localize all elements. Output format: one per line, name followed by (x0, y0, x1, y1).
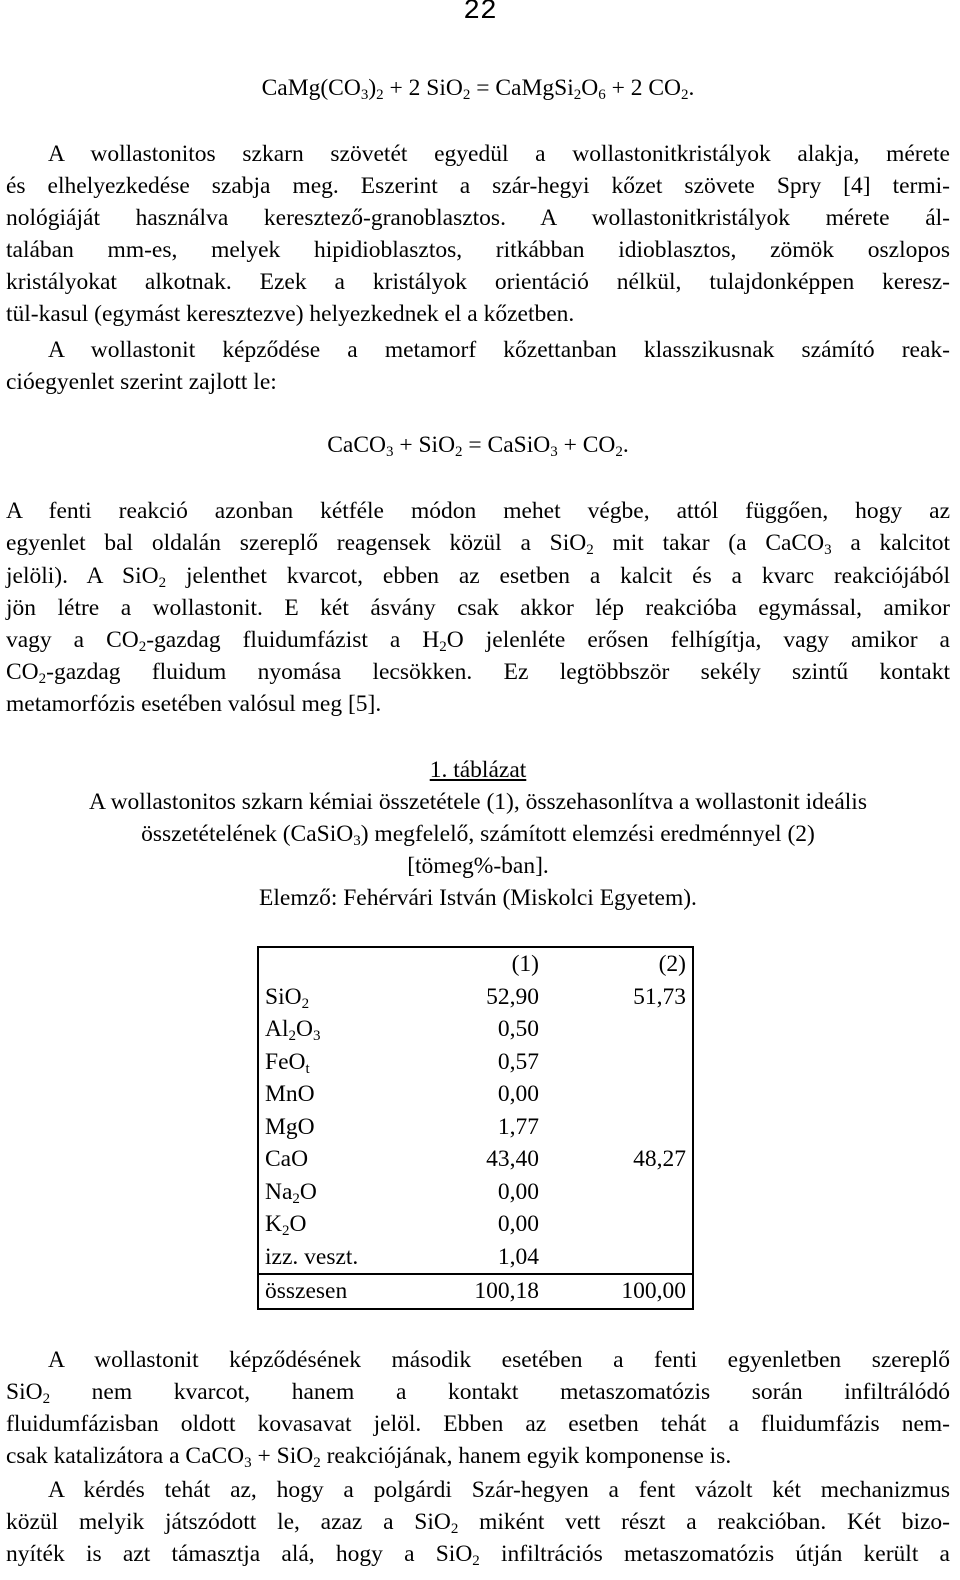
header-cell: (1) (511, 951, 539, 977)
value-cell: 0,00 (497, 1081, 539, 1107)
value-cell: 0,57 (497, 1048, 539, 1075)
value-cell (545, 1241, 693, 1275)
table-header-row (258, 947, 693, 981)
table-row (258, 1013, 693, 1046)
text-line: vagy a $CO_2$-gazdag fluidumfázist a $H_2O$ jelenléte erősen felhígítja, vagy amikor a (6, 627, 950, 655)
value-cell (545, 1176, 693, 1209)
caption-line: összetételének (CaSiO$_3$) megfelelő, számított elemzési eredménnyel (2) (141, 821, 815, 849)
oxide-cell: SiO$_2$ (265, 983, 310, 1012)
table-row (258, 1046, 693, 1079)
caption-line: A wollastonitos szkarn kémiai összetétele (1), összehasonlítva a wollastonit ideális (89, 789, 867, 815)
text-line: cióegyenlet szerint zajlott le: (6, 369, 277, 395)
text-line: A fenti reakció azonban kétféle módon mehet végbe, attól függően, hogy az (6, 498, 950, 524)
oxide-cell: $Al_2O_3$ (265, 1016, 321, 1044)
text-line: metamorfózis esetében valósul meg [5]. (6, 691, 382, 717)
table-title: 1. táblázat (429, 757, 527, 783)
value-cell: 43,40 (486, 1146, 539, 1172)
equation-2: CaCO$_3$ + SiO$_2$ = CaSiO$_3$ + $CO_2$. (327, 432, 629, 460)
total-value-cell: 100,00 (545, 1274, 693, 1309)
text-line: és elhelyezkedése szabja meg. Eszerint a szár-hegyi kőzet szövete Spry [4] termi- (6, 173, 950, 199)
text-line: A wollastonit képződése a metamorf kőzettanban klasszikusnak számító reak- (48, 337, 950, 363)
text-line: jön létre a wollastonit. E két ásvány csak akkor lép reakcióba egymással, amikor (6, 595, 950, 621)
value-cell: 52,90 (486, 983, 539, 1010)
text-line: közül melyik játszódott le, azaz a SiO$_2$ miként vett részt a reakcióban. Két bizo- (6, 1509, 951, 1537)
total-value-cell: 100,18 (418, 1274, 545, 1309)
value-cell: 0,00 (497, 1211, 539, 1237)
value-cell: 48,27 (633, 1146, 686, 1172)
value-cell: 1,04 (497, 1243, 539, 1270)
header-cell: (2) (658, 951, 686, 977)
value-cell (545, 1111, 693, 1144)
oxide-cell: CaO (265, 1146, 309, 1172)
value-cell (545, 1078, 693, 1111)
oxide-cell: $K_2O$ (265, 1211, 307, 1239)
value-cell (545, 1013, 693, 1046)
composition-table (257, 946, 694, 1310)
table-row (258, 1078, 693, 1111)
text-line: kristályokat alkotnak. Ezek a kristályok orientáció nélkül, tulajdonképpen keresz- (6, 269, 950, 295)
oxide-cell: MgO (265, 1113, 315, 1140)
text-line: SiO$_2$ nem kvarcot, hanem a kontakt metaszomatózis során infiltrálódó (6, 1379, 950, 1407)
value-cell: 51,73 (633, 983, 686, 1010)
text-line: csak katalizátora a CaCO$_3$ + SiO$_2$ reakciójának, hanem egyik komponense is. (6, 1443, 732, 1471)
table-row (258, 1208, 693, 1241)
text-line: talában mm-es, melyek hipidioblasztos, ritkábban idioblasztos, zömök oszlopos (6, 237, 950, 263)
caption-line: Elemző: Fehérvári István (Miskolci Egyetem). (259, 885, 697, 911)
text-line: A wollastonit képződésének második esetében a fenti egyenletben szereplő (48, 1347, 950, 1373)
text-line: A wollastonitos szkarn szövetét egyedül a wollastonitkristályok alakja, mérete (48, 141, 950, 167)
text-line: jelöli). A SiO$_2$ jelenthet kvarcot, ebben az esetben a kalcit és a kvarc reakciójából (6, 563, 950, 591)
oxide-cell: MnO (265, 1081, 315, 1107)
text-line: egyenlet bal oldalán szereplő reagensek közül a SiO$_2$ mit takar (a CaCO$_3$ a kalcitot (6, 530, 951, 558)
page-number: 22 (463, 0, 497, 27)
text-line: fluidumfázisban oldott kovasavat jelöl. Ebben az esetben tehát a fluidumfázis nem- (6, 1411, 950, 1437)
caption-line: [tömeg%-ban]. (407, 853, 549, 879)
oxide-cell: FeO$_t$ (265, 1048, 310, 1077)
value-cell (545, 1208, 693, 1241)
value-cell: 0,50 (497, 1016, 539, 1042)
text-line: $CO_2$-gazdag fluidum nyomása lecsökken. Ez legtöbbször sekély szintű kontakt (6, 659, 950, 687)
table-row (258, 1241, 693, 1275)
text-line: nológiáját használva keresztező-granoblasztos. A wollastonitkristályok mérete ál- (6, 205, 950, 231)
text-line: tül-kasul (egymást keresztezve) helyezkednek el a kőzetben. (6, 301, 575, 327)
text-line: A kérdés tehát az, hogy a polgárdi Szár-hegyen a fent vázolt két mechanizmus (48, 1477, 950, 1503)
text-line: nyíték is azt támasztja alá, hogy a SiO$_2$ infiltrációs metaszomatózis útján került a (6, 1541, 950, 1569)
table-row (258, 1176, 693, 1209)
value-cell: 0,00 (497, 1178, 539, 1205)
equation-1: $CaMg(CO_3)_2 + 2$ $SiO_2 = CaMgSi_2O_6 + 2$ $CO_2$. (261, 75, 695, 103)
oxide-cell: izz. veszt. (265, 1243, 359, 1270)
table-row (258, 1143, 693, 1176)
table-row (258, 981, 693, 1014)
value-cell: 1,77 (497, 1113, 539, 1140)
table-row (258, 1111, 693, 1144)
oxide-cell: $Na_2O$ (265, 1178, 317, 1207)
table-total-row (258, 1274, 693, 1309)
header-cell (258, 947, 418, 981)
value-cell (545, 1046, 693, 1079)
total-label-cell: összesen (258, 1274, 418, 1309)
